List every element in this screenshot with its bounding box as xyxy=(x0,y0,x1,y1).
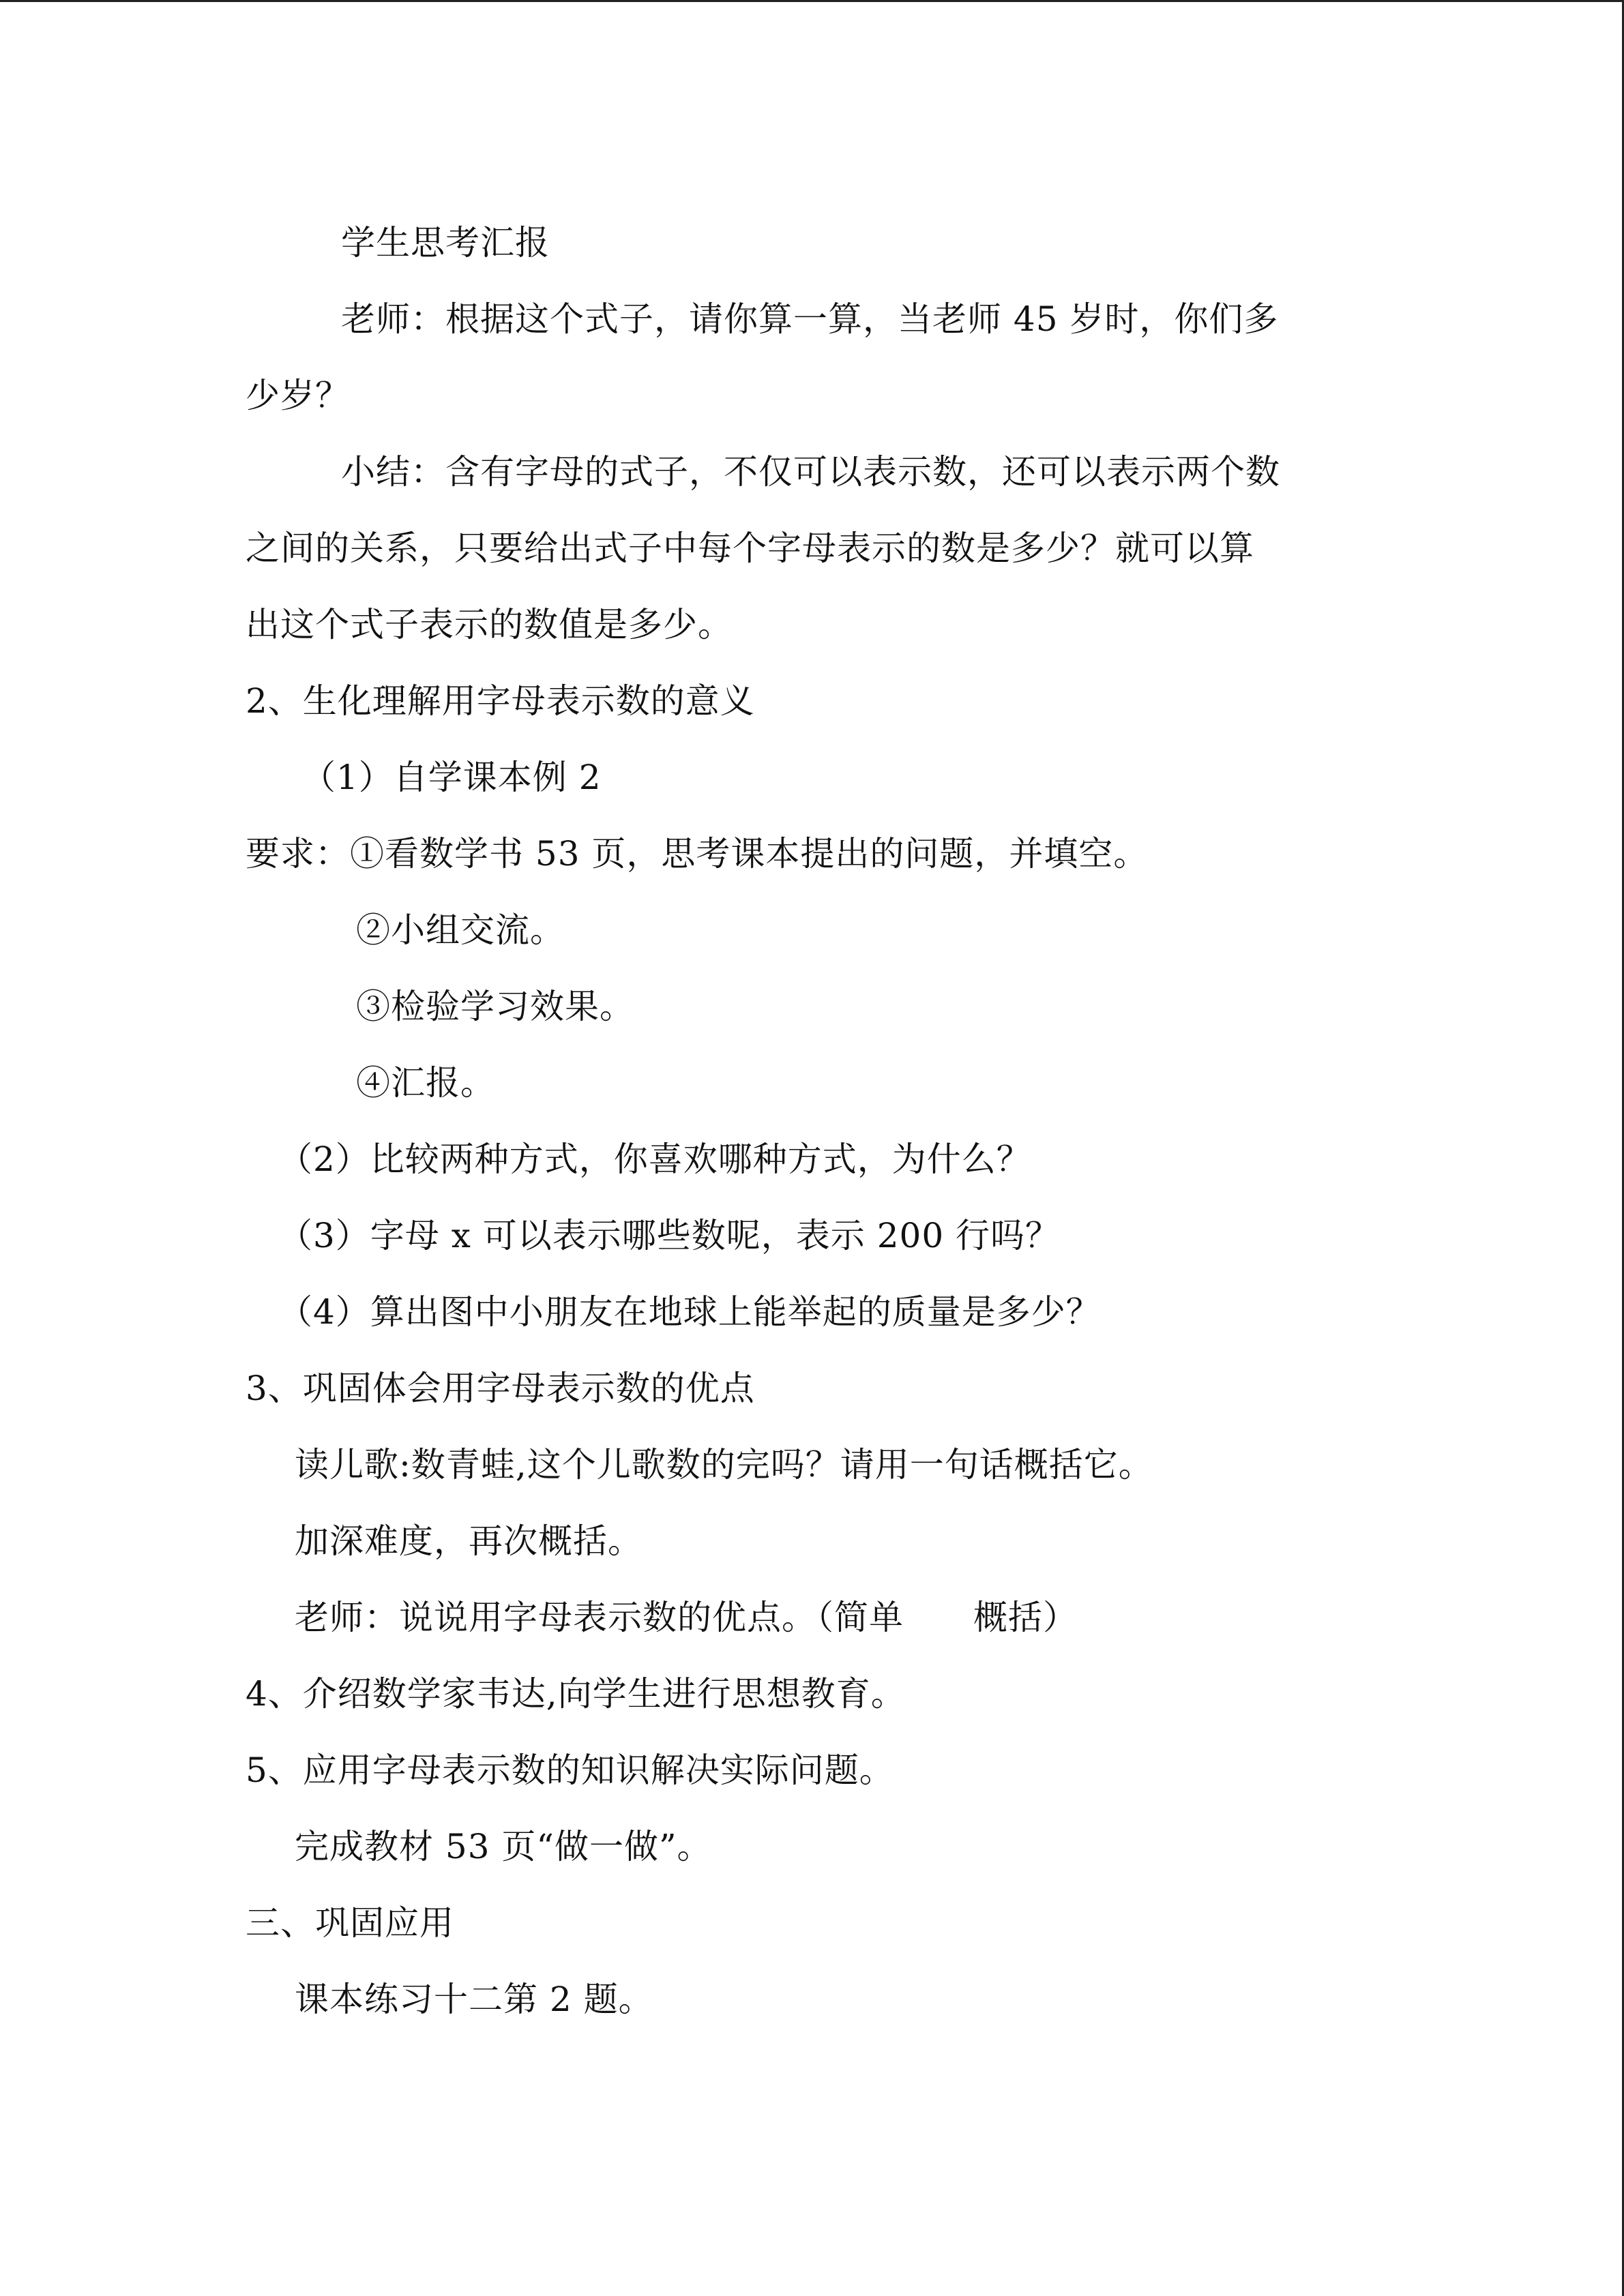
practice-line: 课本练习十二第 2 题。 xyxy=(295,1980,653,2019)
top-border-line xyxy=(0,0,1624,2)
summary-continuation-1: 之间的关系，只要给出式子中每个字母表示的数是多少？就可以算 xyxy=(246,528,1254,568)
summary-continuation-2: 出这个式子表示的数值是多少。 xyxy=(246,605,733,644)
teacher-advantages-line: 老师：说说用字母表示数的优点。（简单 概括） xyxy=(295,1598,1078,1637)
teacher-question-line: 老师：根据这个式子，请你算一算，当老师 45 岁时，你们多 xyxy=(341,299,1279,339)
subsection-2-line: （2）比较两种方式，你喜欢哪种方式，为什么？ xyxy=(278,1139,1031,1179)
section-4-heading: 4、介绍数学家韦达,向学生进行思想教育。 xyxy=(246,1674,906,1714)
increase-difficulty-line: 加深难度，再次概括。 xyxy=(295,1521,643,1561)
subsection-3-line: （3）字母 x 可以表示哪些数呢，表示 200 行吗？ xyxy=(278,1216,1061,1255)
teacher-question-continuation: 少岁？ xyxy=(246,376,350,415)
subsection-1-heading: （1）自学课本例 2 xyxy=(301,758,602,797)
requirement-4: ④汇报。 xyxy=(356,1063,495,1103)
student-report-line: 学生思考汇报 xyxy=(341,223,550,263)
requirement-1: 要求：①看数学书 53 页，思考课本提出的问题，并填空。 xyxy=(246,834,1149,874)
section-2-heading: 2、生化理解用字母表示数的意义 xyxy=(246,681,755,721)
nursery-rhyme-line: 读儿歌:数青蛙,这个儿歌数的完吗？请用一句话概括它。 xyxy=(295,1445,1153,1485)
requirement-3: ③检验学习效果。 xyxy=(356,987,634,1026)
document-page xyxy=(246,205,1391,2038)
part-3-heading: 三、巩固应用 xyxy=(246,1903,454,1943)
textbook-exercise-line: 完成教材 53 页“做一做”。 xyxy=(295,1827,712,1866)
subsection-4-line: （4）算出图中小朋友在地球上能举起的质量是多少？ xyxy=(278,1292,1101,1332)
section-3-heading: 3、巩固体会用字母表示数的优点 xyxy=(246,1369,755,1408)
summary-line: 小结：含有字母的式子，不仅可以表示数，还可以表示两个数 xyxy=(341,452,1280,492)
requirement-2: ②小组交流。 xyxy=(356,910,565,950)
section-5-heading: 5、应用字母表示数的知识解决实际问题。 xyxy=(246,1750,894,1790)
